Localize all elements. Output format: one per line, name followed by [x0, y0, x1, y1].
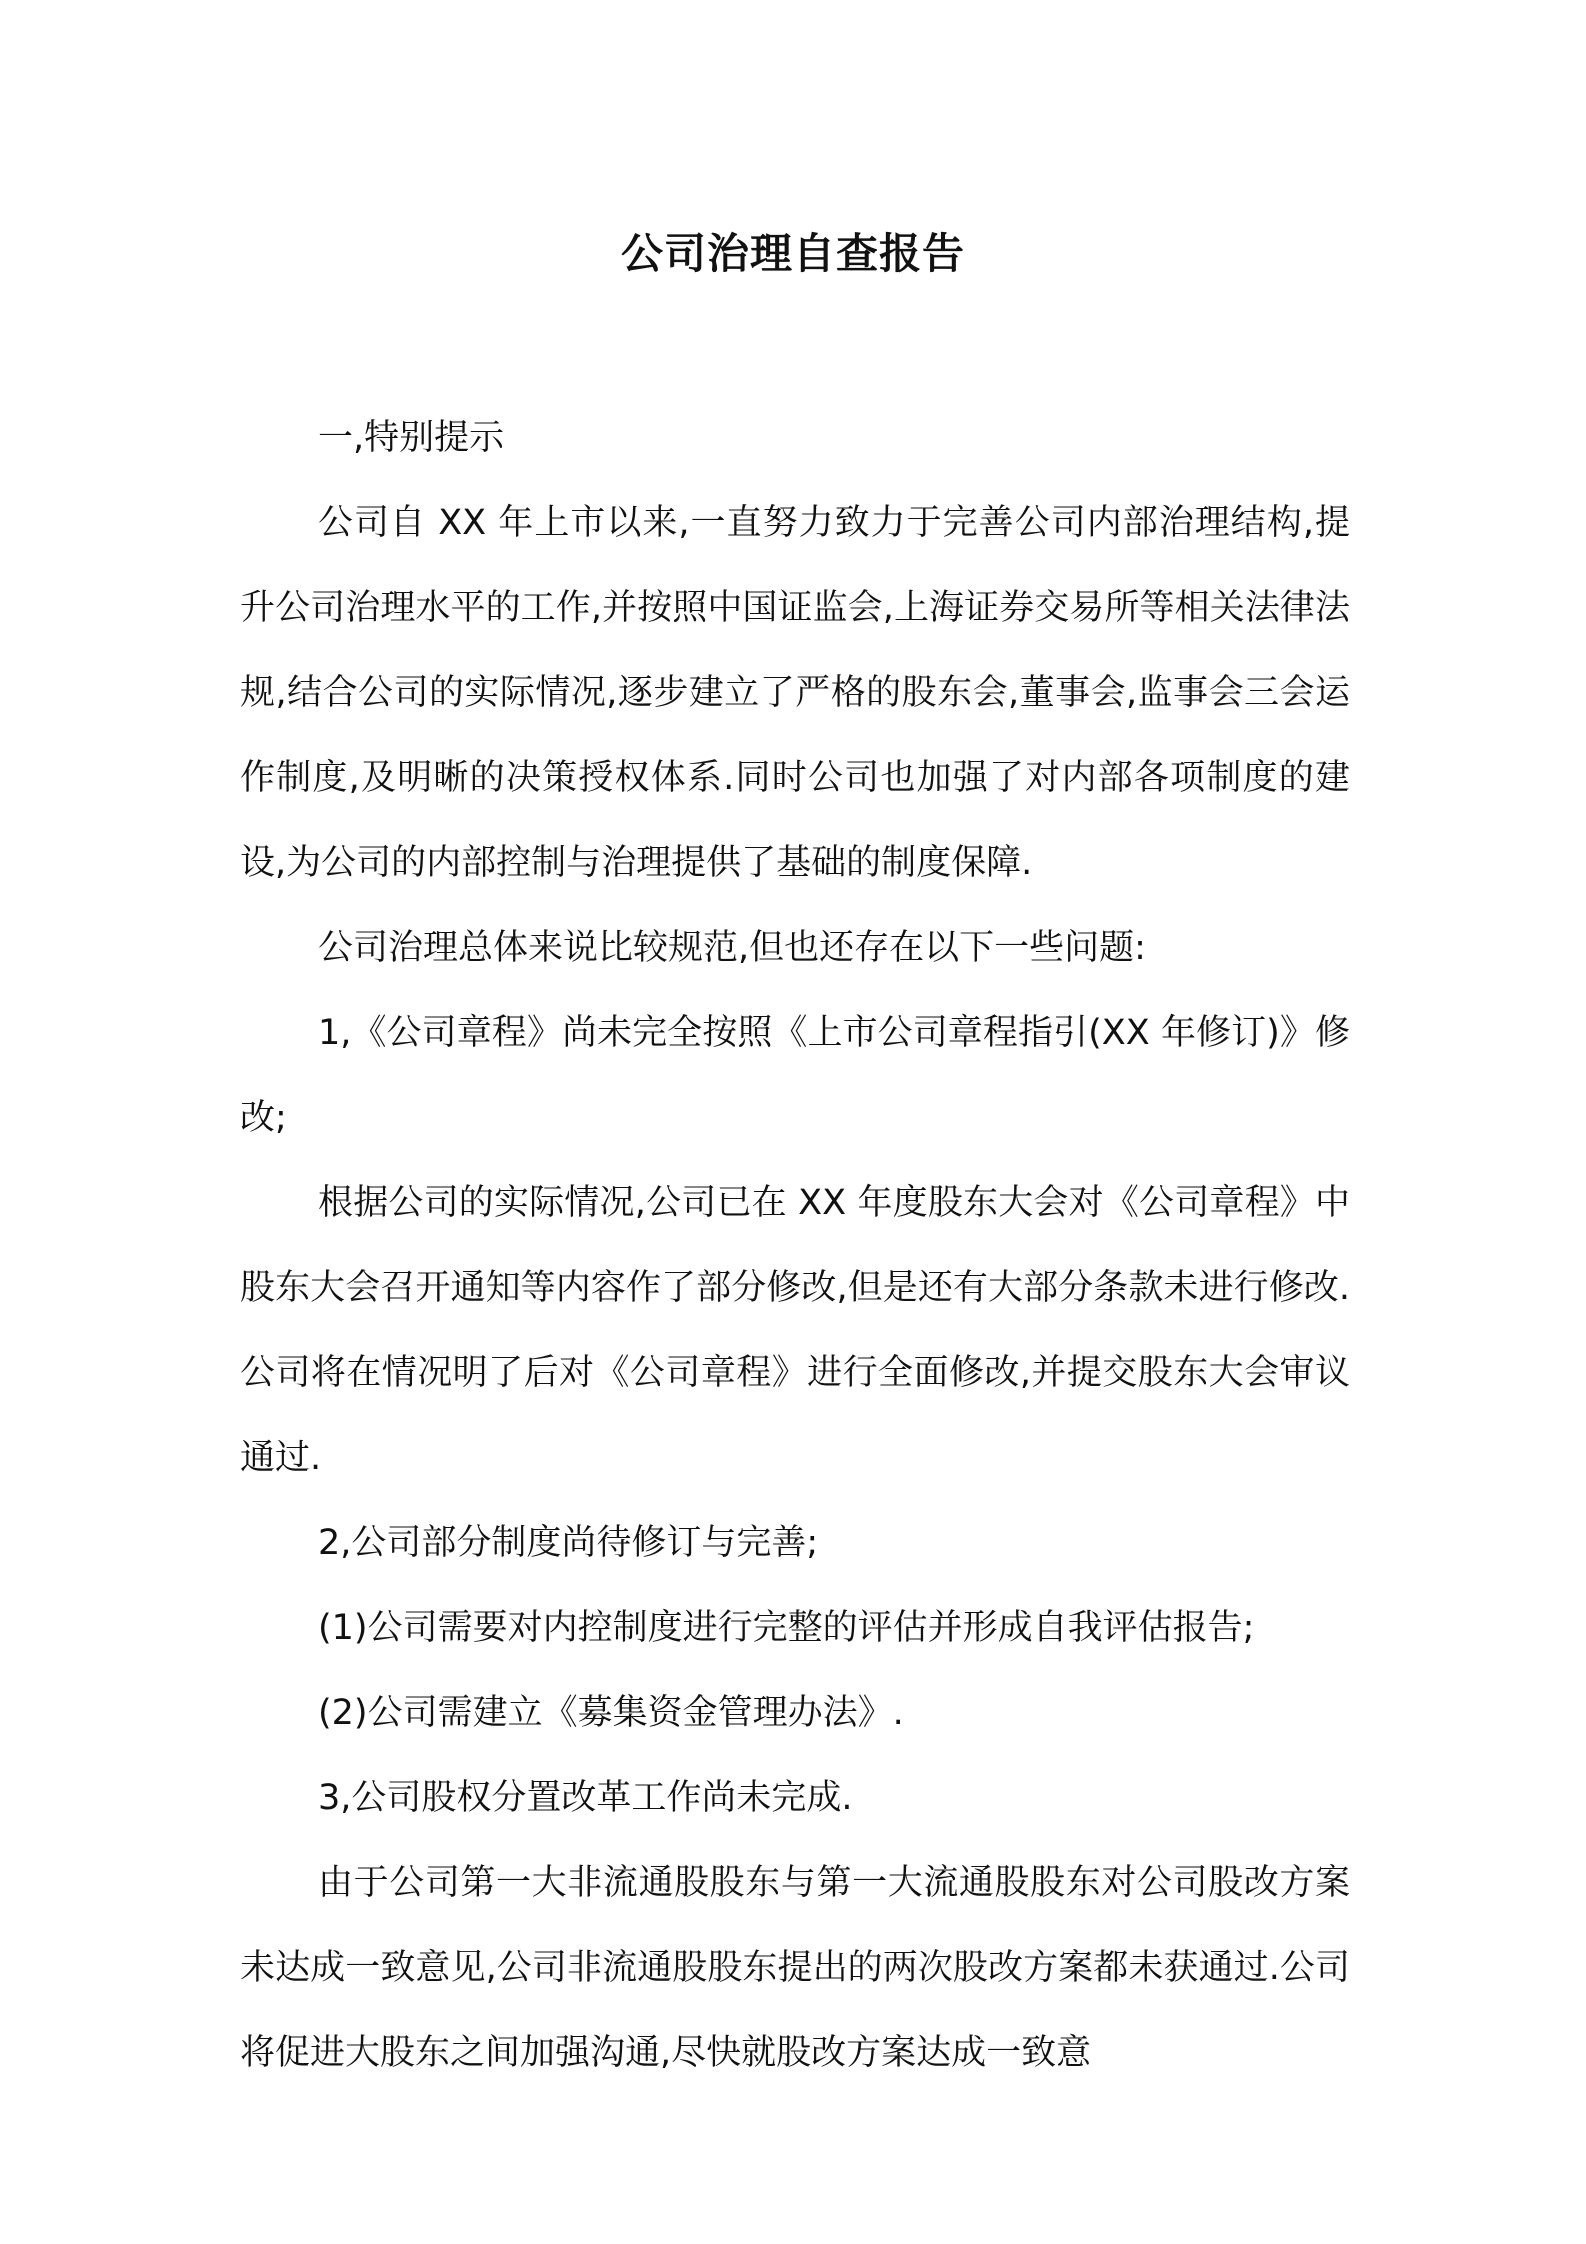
- paragraph-issues-summary: 公司治理总体来说比较规范,但也还存在以下一些问题:: [318, 928, 1146, 968]
- paragraph-intro: 公司自 XX 年上市以来,一直努力致力于完善公司内部治理结构,提升公司治理水平的工作,并按照中国证监会,上海证券交易所等相关法律法规,结合公司的实际情况,逐步建立了严格的股东会,董事会,监事会三会运作制度,及明晰的决策授权体系.同时公司也加强了对内部各项制度的建设,为公司的内部控制与治理提供了基础的制度保障.: [240, 503, 1350, 883]
- paragraph-issue-3-detail: 由于公司第一大非流通股股东与第一大流通股股东对公司股改方案未达成一致意见,公司非流通股股东提出的两次股改方案都未获通过.公司将促进大股东之间加强沟通,尽快就股改方案达成一致意: [240, 1863, 1350, 2073]
- paragraph-issue-1: 1,《公司章程》尚未完全按照《上市公司章程指引(XX 年修订)》修改;: [240, 1013, 1350, 1138]
- paragraph-issue-3: 3,公司股权分置改革工作尚未完成.: [318, 1778, 853, 1818]
- document-title: 公司治理自查报告: [620, 229, 965, 278]
- section-heading-special-notice: 一,特别提示: [318, 418, 505, 458]
- paragraph-issue-1-detail: 根据公司的实际情况,公司已在 XX 年度股东大会对《公司章程》中股东大会召开通知等内容作了部分修改,但是还有大部分条款未进行修改.公司将在情况明了后对《公司章程》进行全面修改,并提交股东大会审议通过.: [240, 1183, 1350, 1478]
- paragraph-issue-2-item-2: (2)公司需建立《募集资金管理办法》.: [318, 1693, 904, 1733]
- document-body: [240, 396, 1350, 2096]
- paragraph-issue-2: 2,公司部分制度尚待修订与完善;: [318, 1523, 819, 1563]
- paragraph-issue-2-item-1: (1)公司需要对内控制度进行完整的评估并形成自我评估报告;: [318, 1608, 1255, 1648]
